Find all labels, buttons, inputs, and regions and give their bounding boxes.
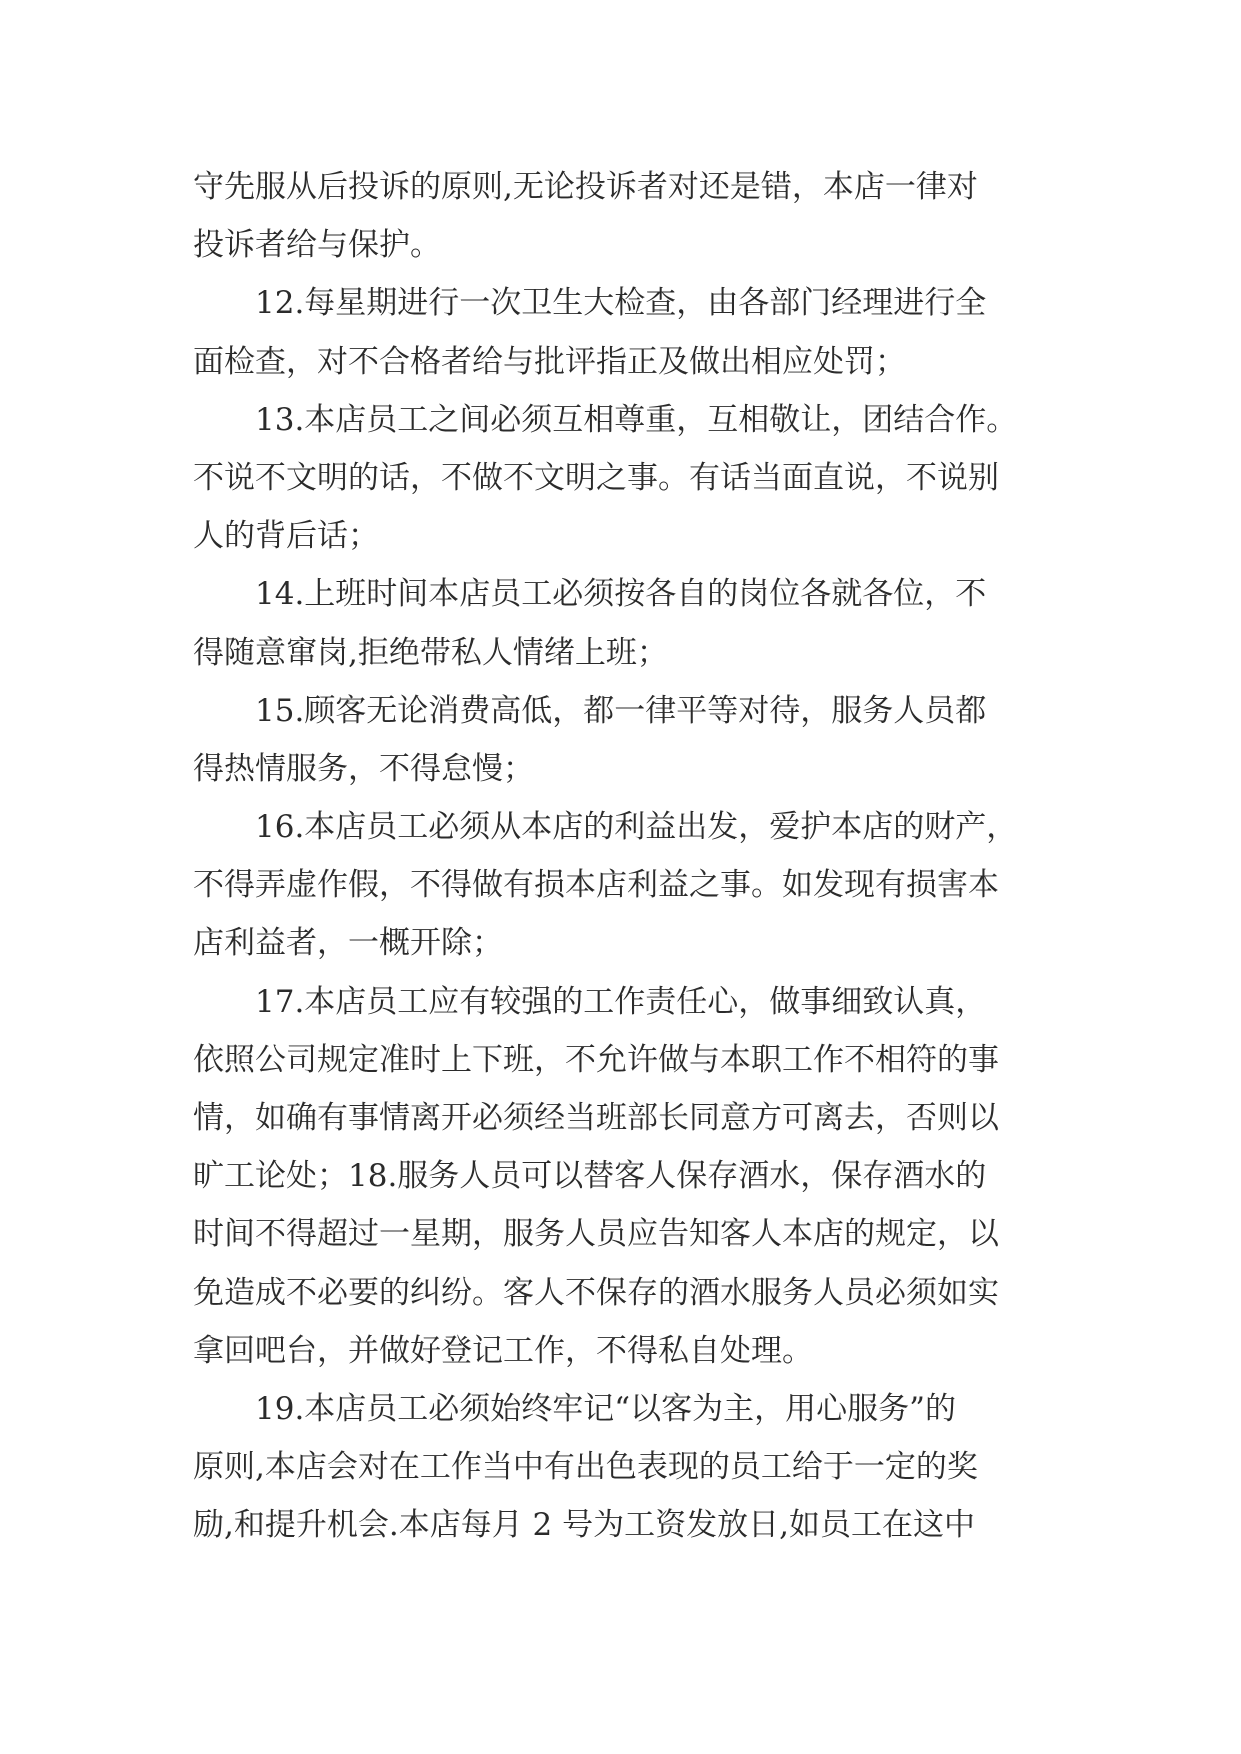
text-line: 14.上班时间本店员工必须按各自的岗位各就各位，不 [255, 576, 987, 613]
text-line: 面检查，对不合格者给与批评指正及做出相应处罚； [193, 343, 906, 380]
text-line: 励,和提升机会.本店每月 2 号为工资发放日,如员工在这中 [193, 1507, 975, 1544]
text-line: 19.本店员工必须始终牢记“以客为主，用心服务”的 [255, 1390, 956, 1427]
text-line: 依照公司规定准时上下班，不允许做与本职工作不相符的事 [193, 1041, 999, 1078]
text-line: 情，如确有事情离开必须经当班部长同意方可离去，否则以 [193, 1100, 999, 1136]
text-line: 不说不文明的话，不做不文明之事。有话当面直说，不说别 [193, 459, 999, 496]
text-line: 原则,本店会对在工作当中有出色表现的员工给于一定的奖 [193, 1449, 978, 1486]
text-line: 17.本店员工应有较强的工作责任心，做事细致认真， [255, 983, 987, 1020]
text-line: 店利益者，一概开除； [193, 925, 503, 962]
text-line: 13.本店员工之间必须互相尊重，互相敬让，团结合作。 [255, 401, 1018, 438]
text-line: 时间不得超过一星期，服务人员应告知客人本店的规定，以 [193, 1216, 999, 1253]
document-body [193, 158, 1053, 1555]
text-line: 12.每星期进行一次卫生大检查，由各部门经理进行全 [255, 285, 987, 322]
text-line: 守先服从后投诉的原则,无论投诉者对还是错，本店一律对 [193, 169, 978, 205]
text-line: 得热情服务，不得怠慢； [193, 750, 534, 787]
text-line: 15.顾客无论消费高低，都一律平等对待，服务人员都 [255, 692, 987, 729]
text-line: 得随意窜岗,拒绝带私人情绪上班； [193, 634, 668, 671]
text-line: 人的背后话； [193, 518, 379, 555]
text-line: 拿回吧台，并做好登记工作，不得私自处理。 [193, 1332, 813, 1369]
text-line: 不得弄虚作假，不得做有损本店利益之事。如发现有损害本 [193, 867, 999, 904]
text-line: 免造成不必要的纠纷。客人不保存的酒水服务人员必须如实 [193, 1274, 999, 1311]
text-line: 16.本店员工必须从本店的利益出发，爱护本店的财产， [255, 809, 1018, 846]
text-line: 投诉者给与保护。 [193, 227, 441, 264]
text-line: 旷工论处；18.服务人员可以替客人保存酒水，保存酒水的 [193, 1158, 987, 1195]
